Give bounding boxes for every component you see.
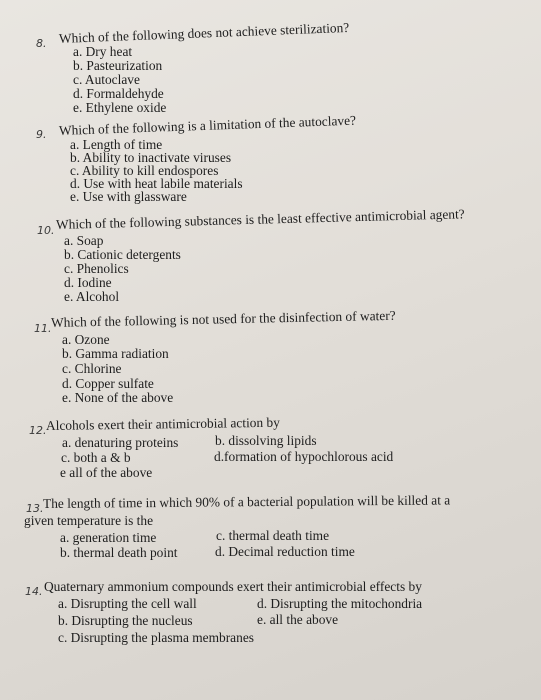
question-number: 12. <box>29 424 47 437</box>
option: d. Disrupting the mitochondria <box>257 596 423 611</box>
question-stem-line-2: given temperature is the <box>24 513 154 528</box>
option: c. Ability to kill endospores <box>70 163 219 178</box>
option: b. Ability to inactivate viruses <box>70 150 232 165</box>
option: c. Phenolics <box>64 261 129 276</box>
option: e. Alcohol <box>64 289 120 304</box>
option: d. Formaldehyde <box>73 86 164 101</box>
option: e all of the above <box>60 465 153 480</box>
option: c. Autoclave <box>73 72 140 87</box>
option: d. Copper sulfate <box>62 376 154 391</box>
option: a. denaturing proteins <box>62 435 179 450</box>
question-stem: Which of the following is a limitation of the autoclave? <box>58 112 357 138</box>
option: a. generation time <box>60 530 157 545</box>
option: e. Ethylene oxide <box>73 100 167 115</box>
question-stem-line-1: The length of time in which 90% of a bacterial population will be killed at a <box>42 492 451 511</box>
option: b. Disrupting the nucleus <box>58 613 193 628</box>
question-stem: Quaternary ammonium compounds exert their antimicrobial effects by <box>44 579 422 594</box>
option: a. Length of time <box>70 137 163 152</box>
question-number: 8. <box>36 37 47 50</box>
option: b. Pasteurization <box>73 58 163 73</box>
option: c. thermal death time <box>216 528 330 543</box>
option: a. Soap <box>64 233 104 248</box>
option: e. all the above <box>257 612 339 627</box>
question-number: 9. <box>36 128 47 141</box>
question-stem: Which of the following is not used for the disinfection of water? <box>50 307 396 330</box>
option: d. Use with heat labile materials <box>70 176 243 191</box>
option: b. Cationic detergents <box>64 247 181 262</box>
option: c. both a & b <box>61 450 131 465</box>
option: b. dissolving lipids <box>215 433 317 448</box>
option: a. Disrupting the cell wall <box>58 596 197 611</box>
option: c. Chlorine <box>62 361 122 376</box>
question-stem: Which of the following does not achieve sterilization? <box>58 19 350 46</box>
question-number: 14. <box>25 585 43 598</box>
option: e. Use with glassware <box>70 189 187 204</box>
question-stem: Alcohols exert their antimicrobial action by <box>45 414 280 433</box>
question-number: 13. <box>26 502 44 515</box>
question-number: 10. <box>37 224 55 237</box>
question-number: 11. <box>34 322 52 335</box>
question-stem: Which of the following substances is the least effective antimicrobial agent? <box>55 206 465 232</box>
option: d.formation of hypochlorous acid <box>214 449 394 464</box>
option: a. Ozone <box>62 332 110 347</box>
option: d. Iodine <box>64 275 112 290</box>
option: b. thermal death point <box>60 545 178 560</box>
option: b. Gamma radiation <box>62 346 169 361</box>
option: e. None of the above <box>62 390 174 405</box>
option: c. Disrupting the plasma membranes <box>58 630 254 645</box>
option: a. Dry heat <box>73 44 133 59</box>
option: d. Decimal reduction time <box>215 544 355 559</box>
